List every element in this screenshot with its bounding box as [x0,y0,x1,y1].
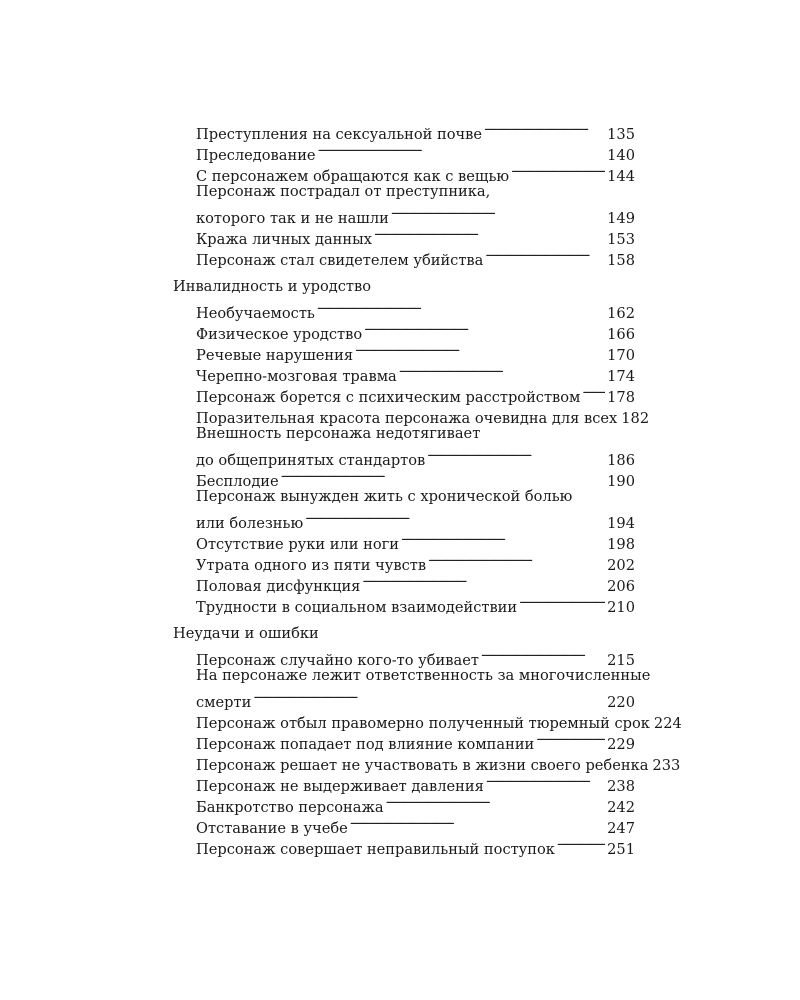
page-number: 233 [652,757,681,774]
page-number: 182 [621,410,650,427]
page-number: 206 [607,578,635,595]
page-number: 215 [607,652,635,669]
dot-leader [511,160,605,181]
dot-leader [485,244,605,265]
page-number: 247 [607,820,635,837]
entry-title: Персонаж решает не участвовать в жизни своего ребенка [196,757,649,774]
entry-title: Отсутствие руки или ноги [196,536,400,553]
dot-leader [305,507,605,528]
entry-title: Речевые нарушения [196,347,354,364]
entry-title: Половая дисфункция [196,578,361,595]
page-number: 178 [607,389,635,406]
entry-title: Отставание в учебе [196,820,348,837]
toc-entry[interactable] [196,644,635,669]
page-number: 166 [607,326,635,343]
table-of-contents [173,118,682,858]
entry-title-line: На персонаже лежит ответственность за многочисленные [196,667,651,684]
dot-leader [481,644,605,665]
section-title: Инвалидность и уродство [173,278,372,295]
page-number: 162 [607,305,635,322]
entry-title: Персонаж не выдерживает давления [196,778,484,795]
page-number: 144 [607,168,635,185]
dot-leader [484,118,605,139]
page-number: 186 [607,452,635,469]
page-number: 140 [607,147,635,164]
entry-title: Персонаж попадает под влияние компании [196,736,535,753]
page-number: 220 [607,694,635,711]
toc-entry[interactable] [196,118,635,143]
entry-title: Необучаемость [196,305,315,322]
toc-section [173,118,635,269]
entry-title: Банкротство персонажа [196,799,384,816]
page-number: 158 [607,252,635,269]
section-title: Неудачи и ошибки [173,625,319,642]
dot-leader [401,528,605,549]
toc-entry[interactable] [196,707,682,732]
entry-title: которого так и не нашли [196,210,389,227]
toc-section [173,623,682,858]
dot-leader [536,728,605,749]
entry-title-line: Персонаж пострадал от преступника, [196,183,491,200]
page-number: 251 [607,841,635,858]
page-number: 210 [607,599,635,616]
entry-title: Преследование [196,147,316,164]
entry-title: С персонажем обращаются как с вещью [196,168,510,185]
entry-title: Черепно-мозговая травма [196,368,397,385]
page-number: 229 [607,736,635,753]
toc-section [173,276,650,616]
toc-entry[interactable] [196,181,635,227]
dot-leader [427,444,605,465]
dot-leader [386,791,606,812]
dot-leader [318,139,606,160]
dot-leader [374,223,605,244]
dot-leader [350,812,605,833]
dot-leader [519,591,605,612]
page-number: 170 [607,347,635,364]
entry-title: Персонаж отбыл правомерно полученный тюремный срок [196,715,650,732]
page-number: 149 [607,210,635,227]
dot-leader [364,318,605,339]
page-number: 198 [607,536,635,553]
dot-leader [428,549,605,570]
page-number: 224 [653,715,682,732]
entry-title: Трудности в социальном взаимодействии [196,599,518,616]
entry-title: Персонаж борется с психическим расстройством [196,389,581,406]
page-number: 153 [607,231,635,248]
entry-title: Персонаж стал свидетелем убийства [196,252,484,269]
dot-leader [399,360,605,381]
entry-title-line: Персонаж вынужден жить с хронической болью [196,488,573,505]
page-number: 174 [607,368,635,385]
entry-title: смерти [196,694,252,711]
entry-title-line: Внешность персонажа недотягивает [196,425,481,442]
entry-title: Персонаж совершает неправильный поступок [196,841,555,858]
entry-title: Преступления на сексуальной почве [196,126,483,143]
entry-title: Утрата одного из пяти чувств [196,557,427,574]
page-number: 135 [607,126,635,143]
page-number: 238 [607,778,635,795]
page-number: 202 [607,557,635,574]
page-number: 190 [607,473,635,490]
page-number: 242 [607,799,635,816]
dot-leader [253,686,605,707]
entry-title: или болезнью [196,515,304,532]
toc-entry[interactable] [196,486,635,532]
entry-title: Бесплодие [196,473,279,490]
entry-title: Кража личных данных [196,231,372,248]
entry-title: Физическое уродство [196,326,363,343]
entry-title: Персонаж случайно кого-то убивает [196,652,479,669]
toc-entry[interactable] [196,423,635,469]
toc-entry[interactable] [196,297,635,322]
dot-leader [486,770,605,791]
dot-leader [582,381,605,402]
toc-entry[interactable] [196,665,651,711]
dot-leader [355,339,605,360]
dot-leader [317,297,605,318]
dot-leader [362,570,605,591]
dot-leader [281,465,605,486]
dot-leader [391,202,605,223]
dot-leader [557,833,605,854]
entry-title: до общепринятых стандартов [196,452,426,469]
page-number: 194 [607,515,635,532]
entry-title: Поразительная красота персонажа очевидна для всех [196,410,618,427]
